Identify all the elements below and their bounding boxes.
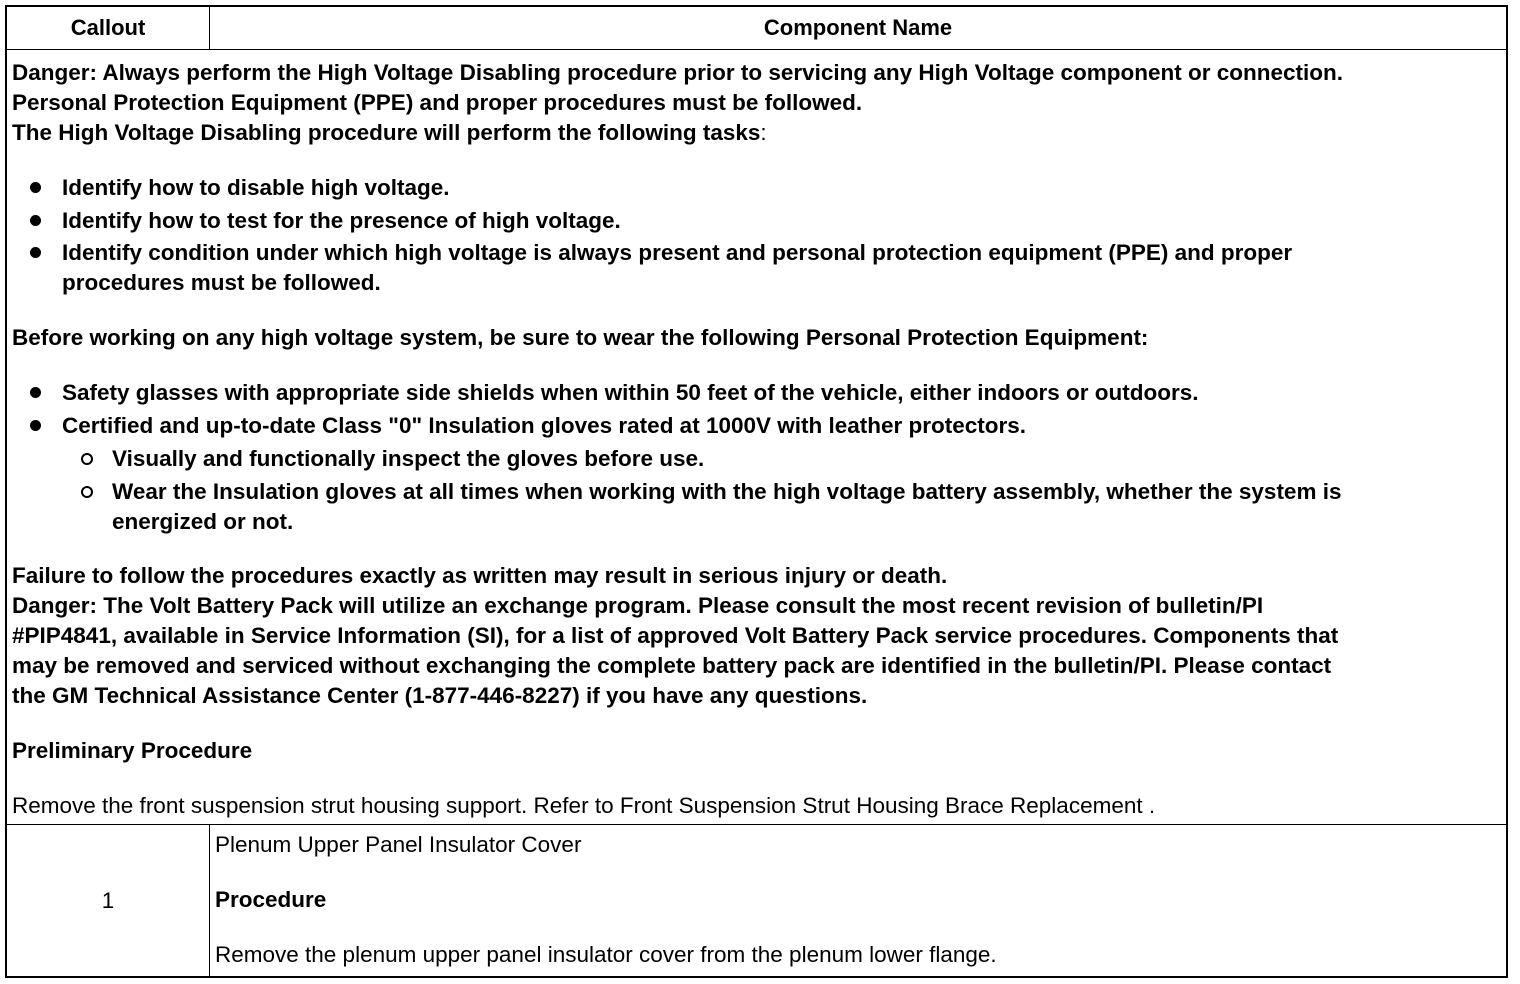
sub-bullet-icon	[81, 453, 93, 465]
bullet-icon	[30, 247, 41, 258]
tasks-line-colon: :	[760, 120, 767, 145]
glove-subitem: Wear the Insulation gloves at all times when working with the high voltage battery assembly, whether the system is	[112, 479, 1342, 504]
danger2-line: the GM Technical Assistance Center (1-877-446-8227) if you have any questions.	[12, 683, 868, 708]
procedure-text: Remove the plenum upper panel insulator cover from the plenum lower flange.	[215, 942, 997, 967]
sub-bullet-icon	[81, 486, 93, 498]
callout-table	[5, 5, 1508, 978]
preliminary-text: Remove the front suspension strut housing support. Refer to Front Suspension Strut Housing Brace Replacement .	[12, 793, 1156, 818]
component-name: Plenum Upper Panel Insulator Cover	[215, 832, 582, 857]
before-line: Before working on any high voltage system, be sure to wear the following Personal Protection Equipment:	[12, 325, 1149, 350]
preliminary-heading: Preliminary Procedure	[12, 738, 253, 763]
glove-subitem-continued: energized or not.	[112, 509, 294, 534]
table-row	[7, 825, 1506, 976]
danger-line: Danger: Always perform the High Voltage Disabling procedure prior to servicing any High Voltage component or connection.	[12, 60, 1344, 85]
intro-cell	[7, 50, 1506, 825]
bullet-icon	[30, 215, 41, 226]
failure-line: Failure to follow the procedures exactly as written may result in serious injury or death.	[12, 563, 948, 588]
bullet-icon	[30, 182, 41, 193]
task-item: Identify condition under which high voltage is always present and personal protection equipment (PPE) and proper	[62, 240, 1293, 265]
ppe-item: Certified and up-to-date Class "0" Insulation gloves rated at 1000V with leather protectors.	[62, 413, 1027, 438]
glove-subitem: Visually and functionally inspect the gloves before use.	[112, 446, 705, 471]
header-component-name: Component Name	[763, 15, 953, 40]
header-callout: Callout	[7, 7, 210, 49]
ppe-line: Personal Protection Equipment (PPE) and proper procedures must be followed.	[12, 90, 863, 115]
tasks-line	[12, 118, 767, 148]
table-header	[7, 7, 1506, 50]
danger2-line: #PIP4841, available in Service Information (SI), for a list of approved Volt Battery Pack service procedures. Components that	[12, 623, 1339, 648]
row-callout: 1	[7, 825, 210, 976]
task-item: Identify how to test for the presence of high voltage.	[62, 208, 621, 233]
task-item: Identify how to disable high voltage.	[62, 175, 450, 200]
procedure-heading: Procedure	[215, 887, 327, 912]
row-component-cell	[210, 825, 1506, 976]
tasks-line-text: The High Voltage Disabling procedure will perform the following tasks	[12, 120, 761, 145]
task-item-continued: procedures must be followed.	[62, 270, 381, 295]
bullet-icon	[30, 387, 41, 398]
bullet-icon	[30, 420, 41, 431]
danger2-line: may be removed and serviced without exchanging the complete battery pack are identified in the bulletin/PI. Please contact	[12, 653, 1332, 678]
ppe-item: Safety glasses with appropriate side shields when within 50 feet of the vehicle, either indoors or outdoors.	[62, 380, 1199, 405]
danger2-line: Danger: The Volt Battery Pack will utilize an exchange program. Please consult the most recent revision of bulletin/PI	[12, 593, 1264, 618]
